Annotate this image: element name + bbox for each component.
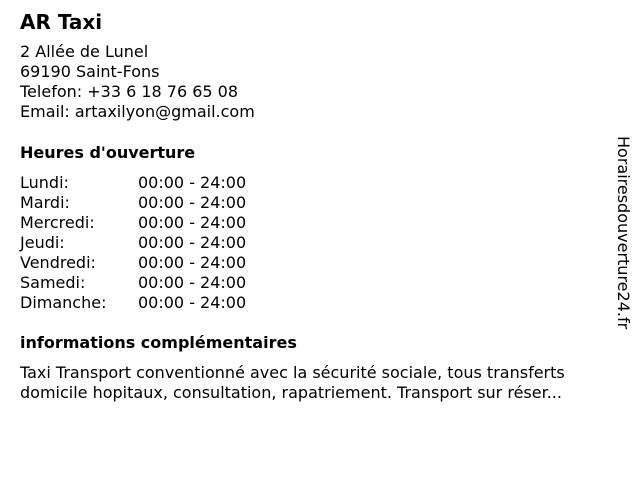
phone-number: Telefon: +33 6 18 76 65 08 <box>20 82 239 101</box>
additional-info-heading: informations complémentaires <box>20 333 297 352</box>
hours-time: 00:00 - 24:00 <box>138 193 247 212</box>
hours-time: 00:00 - 24:00 <box>138 173 247 192</box>
hours-row-sunday <box>20 293 600 313</box>
hours-day: Jeudi: <box>20 233 65 252</box>
hours-time: 00:00 - 24:00 <box>138 293 247 312</box>
hours-row-monday <box>20 173 600 193</box>
hours-day: Mercredi: <box>20 213 95 232</box>
hours-day: Dimanche: <box>20 293 107 312</box>
hours-row-friday <box>20 253 600 273</box>
hours-row-saturday <box>20 273 600 293</box>
hours-time: 00:00 - 24:00 <box>138 253 247 272</box>
hours-day: Lundi: <box>20 173 69 192</box>
additional-info-text: Taxi Transport conventionné avec la sécurité sociale, tous transferts domicile hopitaux, consultation, rapatriement. Transport sur réser... <box>20 363 565 402</box>
hours-row-tuesday <box>20 193 600 213</box>
hours-row-thursday <box>20 233 600 253</box>
site-watermark: Horairesdouverture24.fr <box>614 136 633 330</box>
hours-time: 00:00 - 24:00 <box>138 273 247 292</box>
address-street: 2 Allée de Lunel <box>20 42 149 61</box>
opening-hours-heading: Heures d'ouverture <box>20 143 196 162</box>
hours-day: Mardi: <box>20 193 70 212</box>
email-address: Email: artaxilyon@gmail.com <box>20 102 255 121</box>
business-card <box>20 9 600 403</box>
hours-row-wednesday <box>20 213 600 233</box>
hours-time: 00:00 - 24:00 <box>138 233 247 252</box>
business-name: AR Taxi <box>20 10 103 34</box>
address-city: 69190 Saint-Fons <box>20 62 160 81</box>
hours-day: Samedi: <box>20 273 86 292</box>
hours-time: 00:00 - 24:00 <box>138 213 247 232</box>
hours-day: Vendredi: <box>20 253 96 272</box>
opening-hours-table <box>20 173 600 313</box>
